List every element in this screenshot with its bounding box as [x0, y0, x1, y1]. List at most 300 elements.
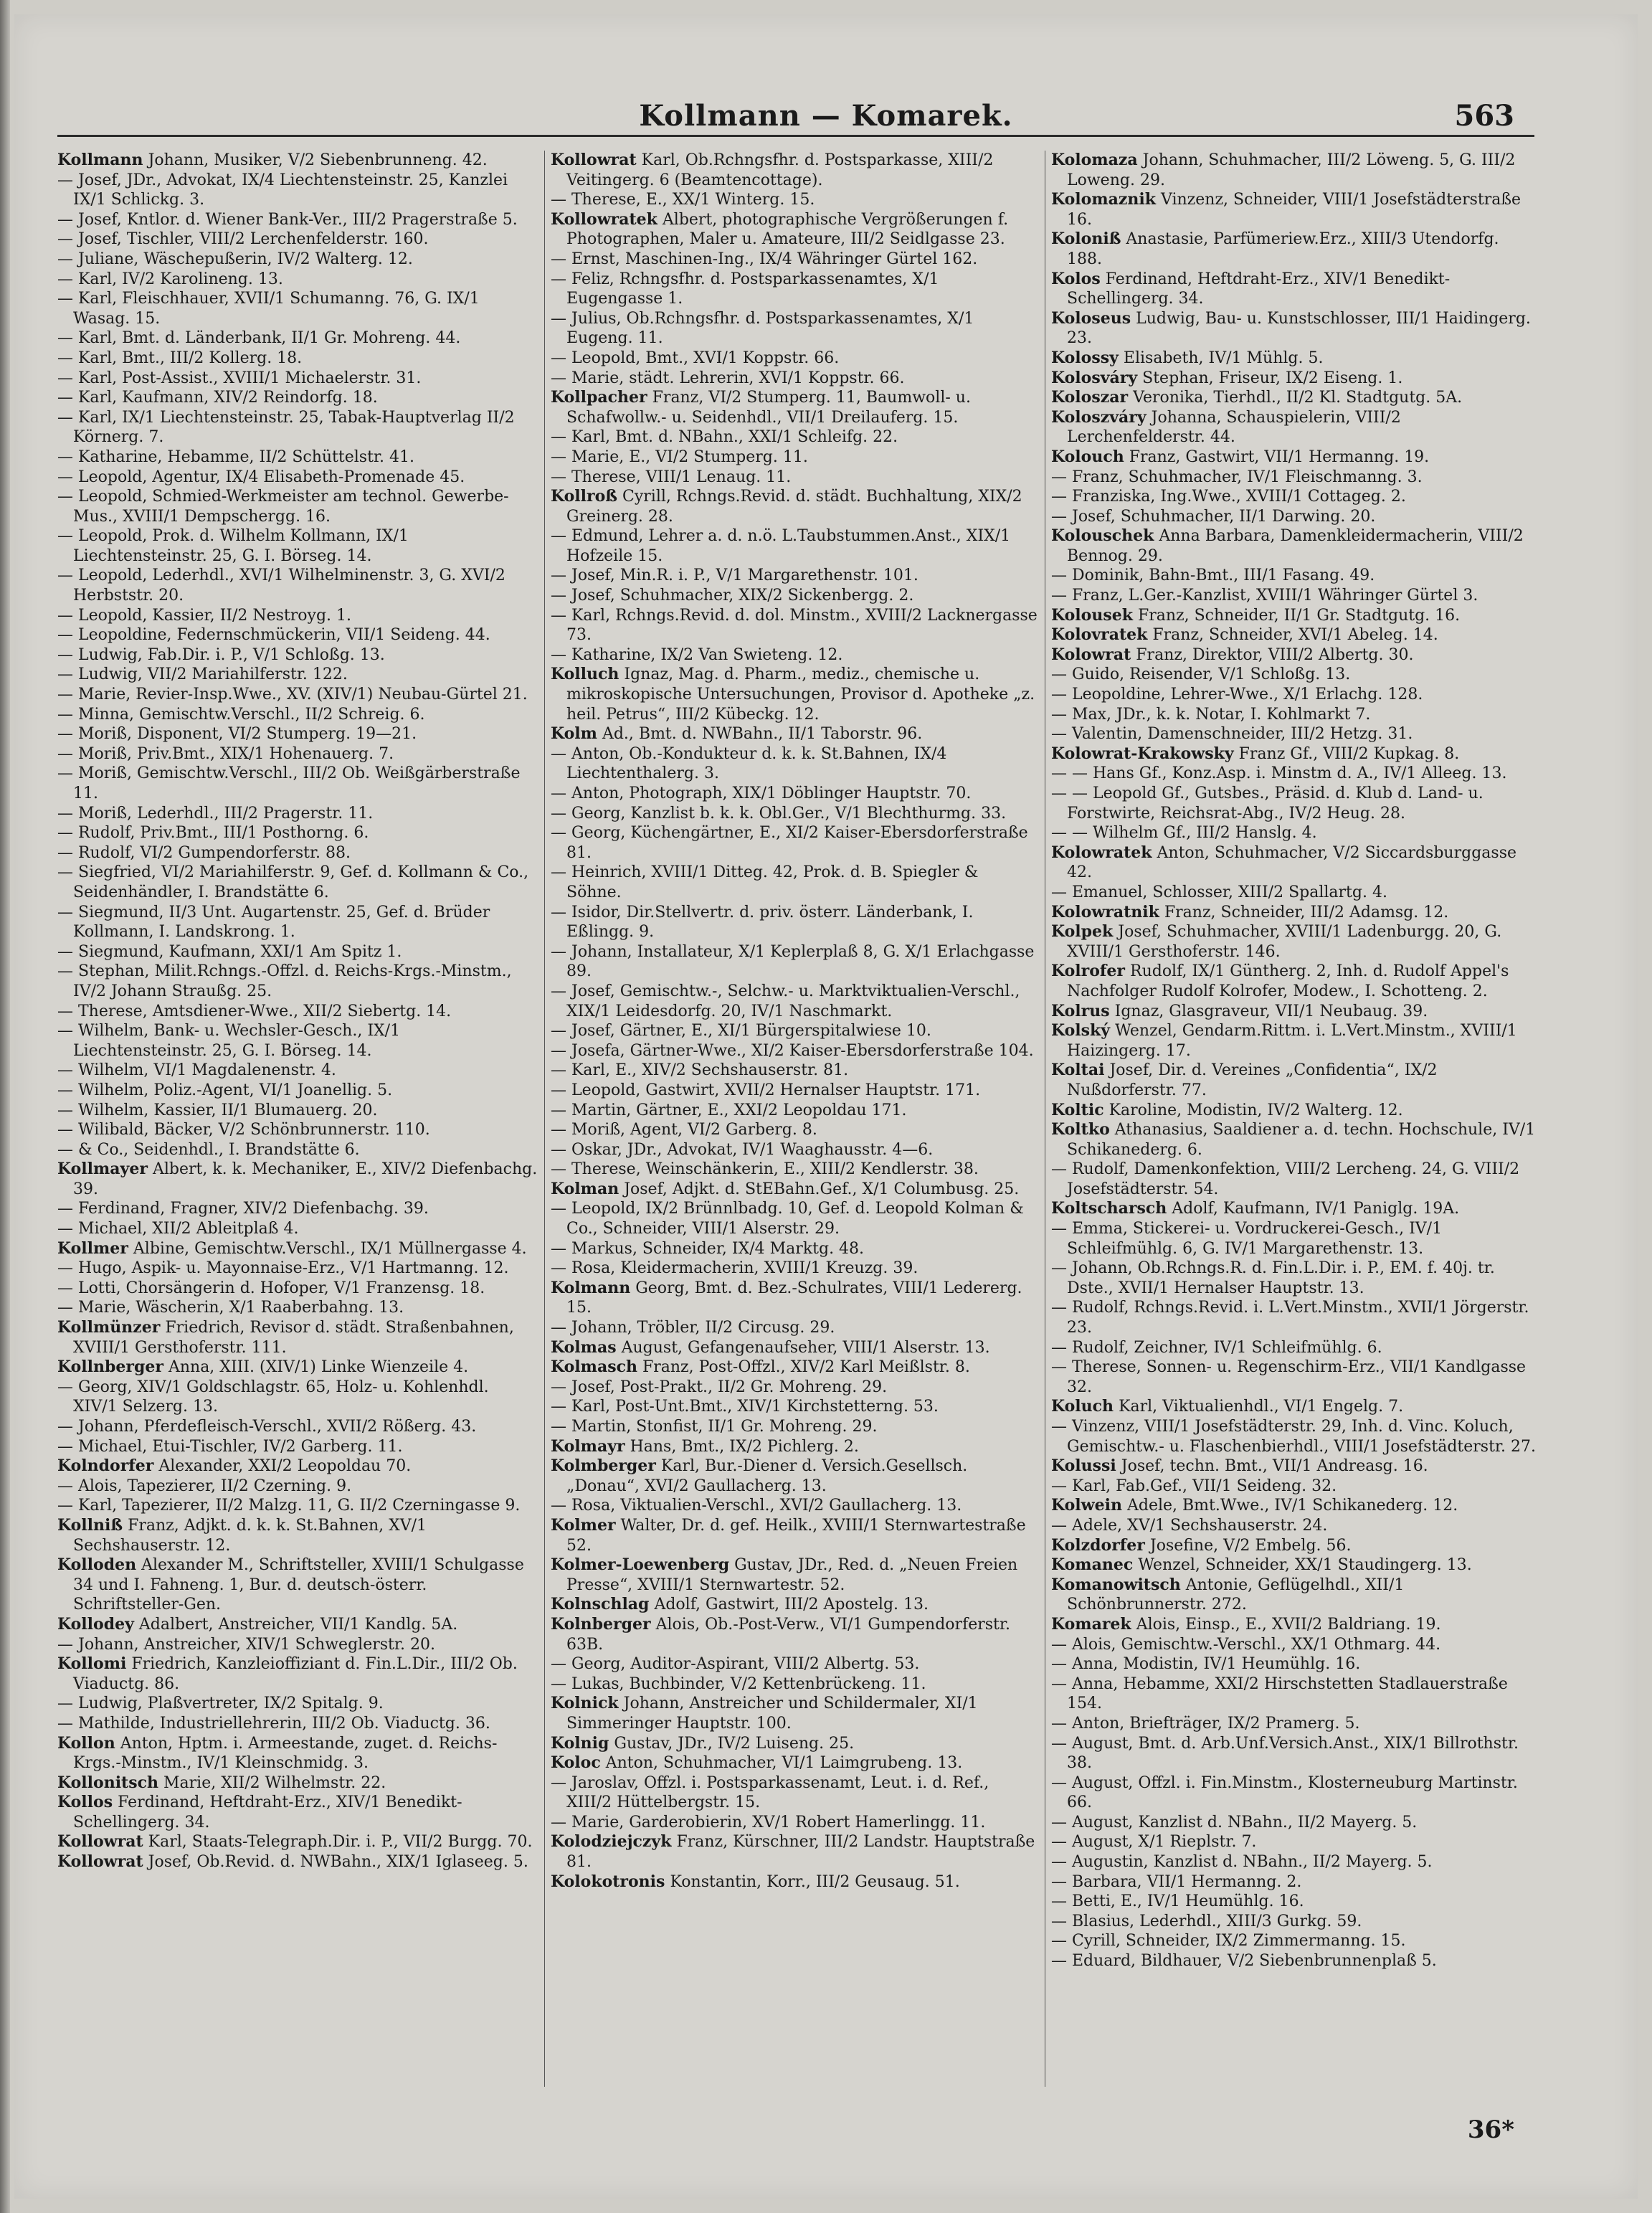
entry-text: Franz, Schneider, II/1 Gr. Stadtgutg. 16.	[1137, 606, 1461, 625]
directory-entry	[57, 487, 538, 526]
entry-text: — Marie, Revier-Insp.Wwe., XV. (XIV/1) Neubau-Gürtel 21.	[57, 686, 528, 704]
entry-surname: Kolzdorfer	[1051, 1535, 1145, 1555]
directory-entry	[1051, 388, 1537, 408]
entry-text: — Guido, Reisender, V/1 Schloßg. 13.	[1051, 665, 1351, 684]
directory-entry	[1051, 1654, 1537, 1674]
entry-text: — Josefa, Gärtner-Wwe., XI/2 Kaiser-Ebersdorferstraße 104.	[551, 1041, 1034, 1060]
directory-entry	[1051, 1852, 1537, 1872]
entry-surname: Kolowrat-Krakowsky	[1051, 744, 1234, 763]
entry-text: — Rudolf, Zeichner, IV/1 Schleifmühlg. 6.	[1051, 1338, 1382, 1357]
directory-entry	[1051, 507, 1537, 527]
entry-text: Wenzel, Gendarm.Rittm. i. L.Vert.Minstm., XVIII/1 Haizingerg. 17.	[1067, 1022, 1517, 1060]
entry-surname: Koloszar	[1051, 388, 1129, 407]
entry-text: — Vinzenz, VIII/1 Josefstädterstr. 29, Inh. d. Vinc. Koluch, Gemischtw.- u. Flaschenbierhdl., VIII/1 Josefstädterstr. 27.	[1051, 1418, 1537, 1456]
directory-entry	[551, 1437, 1038, 1457]
entry-text: — Julius, Ob.Rchngsfhr. d. Postsparkassenamtes, X/1 Eugeng. 11.	[551, 309, 974, 348]
entry-text: — Georg, Küchengärtner, E., XI/2 Kaiser-Ebersdorferstraße 81.	[551, 824, 1028, 862]
entry-text: — Leopoldine, Federnschmückerin, VII/1 Seideng. 44.	[57, 626, 490, 645]
directory-entry	[1051, 1912, 1537, 1932]
entry-text: — Karl, Fab.Gef., VII/1 Seideng. 32.	[1051, 1477, 1337, 1495]
directory-entry	[551, 1338, 1038, 1358]
directory-entry	[1051, 883, 1537, 903]
entry-text: Rudolf, IX/1 Güntherg. 2, Inh. d. Rudolf Appel's Nachfolger Rudolf Kolrofer, Modew., I. Schotteng. 2.	[1067, 962, 1509, 1000]
directory-entry	[551, 1615, 1038, 1654]
entry-surname: Komarek	[1051, 1614, 1131, 1634]
entry-text: — Ludwig, Fab.Dir. i. P., V/1 Schloßg. 13.	[57, 645, 385, 664]
directory-entry	[551, 645, 1038, 665]
directory-entry	[57, 1219, 538, 1239]
entry-text: Antonie, Geflügelhdl., XII/1 Schönbrunnerstr. 272.	[1067, 1575, 1405, 1614]
entry-surname: Kollpacher	[551, 388, 647, 407]
entry-text: Vinzenz, Schneider, VIII/1 Josefstädterstraße 16.	[1067, 191, 1522, 229]
entry-text: — Lotti, Chorsängerin d. Hofoper, V/1 Franzensg. 18.	[57, 1279, 485, 1297]
directory-entry	[57, 685, 538, 705]
directory-entry	[57, 903, 538, 942]
entry-text: — Leopold, Lederhdl., XVI/1 Wilhelminenstr. 3, G. XVI/2 Herbststr. 20.	[57, 567, 505, 605]
entry-text: — Josef, Kntlor. d. Wiener Bank-Ver., III/2 Pragerstraße 5.	[57, 210, 518, 229]
entry-surname: Kolomaza	[1051, 151, 1138, 169]
entry-surname: Kollmann	[57, 151, 143, 169]
directory-entry	[1051, 1199, 1537, 1219]
directory-entry	[551, 151, 1038, 190]
directory-entry	[551, 1318, 1038, 1338]
entry-surname: Kolouch	[1051, 447, 1124, 466]
entry-surname: Kolmberger	[551, 1456, 656, 1476]
directory-entry	[551, 942, 1038, 982]
directory-entry	[1051, 1635, 1537, 1655]
directory-entry	[551, 1041, 1038, 1061]
directory-entry	[551, 1239, 1038, 1259]
entry-text: Friedrich, Kanzleioffiziant d. Fin.L.Dir., III/2 Ob. Viaductg. 86.	[73, 1655, 518, 1693]
entry-text: Alois, Einsp., E., XVII/2 Baldriang. 19.	[1136, 1615, 1441, 1634]
directory-entry	[551, 250, 1038, 270]
entry-surname: Koltko	[1051, 1120, 1110, 1139]
directory-entry	[57, 1298, 538, 1318]
column-3	[1051, 151, 1537, 2087]
entry-text: Alois, Ob.-Post-Verw., VI/1 Gumpendorferstr. 63B.	[566, 1615, 1010, 1654]
directory-entry	[551, 1456, 1038, 1496]
entry-text: — Karl, Bmt. d. Länderbank, II/1 Gr. Mohreng. 44.	[57, 329, 461, 348]
entry-text: Franz, Schneider, XVI/1 Abeleg. 14.	[1152, 626, 1438, 645]
entry-text: — Ludwig, VII/2 Mariahilferstr. 122.	[57, 665, 348, 684]
entry-surname: Kolovratek	[1051, 625, 1148, 645]
entry-text: Konstantin, Korr., III/2 Geusaug. 51.	[670, 1872, 960, 1891]
directory-entry	[1051, 1951, 1537, 1971]
entry-text: — Moriß, Agent, VI/2 Garberg. 8.	[551, 1121, 817, 1139]
entry-text: — Stephan, Milit.Rchngs.-Offzl. d. Reichs-Krgs.-Minstm., IV/2 Johann Straußg. 25.	[57, 962, 512, 1000]
entry-text: — Leopold, Agentur, IX/4 Elisabeth-Promenade 45.	[57, 468, 465, 486]
directory-entry	[551, 1595, 1038, 1615]
entry-text: — Katharine, IX/2 Van Swieteng. 12.	[551, 645, 843, 664]
directory-entry	[551, 1753, 1038, 1773]
directory-entry	[57, 1773, 538, 1793]
directory-entry	[1051, 586, 1537, 606]
entry-text: — Martin, Stonfist, II/1 Gr. Mohreng. 29.	[551, 1418, 878, 1436]
entry-text: Adolf, Kaufmann, IV/1 Paniglg. 19A.	[1172, 1200, 1460, 1218]
directory-entry	[57, 1357, 538, 1378]
entry-text: — Moriß, Gemischtw.Verschl., III/2 Ob. Weißgärberstraße 11.	[57, 764, 521, 802]
directory-entry	[1051, 1002, 1537, 1022]
directory-entry	[551, 1496, 1038, 1516]
directory-entry	[1051, 1575, 1537, 1615]
entry-text: — Josef, Schuhmacher, II/1 Darwing. 20.	[1051, 507, 1376, 526]
directory-entry	[1051, 1931, 1537, 1951]
directory-entry	[1051, 1773, 1537, 1813]
directory-entry	[551, 1160, 1038, 1180]
directory-entry	[57, 270, 538, 290]
directory-entry	[57, 1615, 538, 1635]
entry-text: — Karl, IV/2 Karolineng. 13.	[57, 270, 283, 288]
directory-entry	[57, 1417, 538, 1437]
directory-entry	[1051, 1536, 1537, 1556]
directory-entry	[1051, 1477, 1537, 1497]
entry-text: — Marie, E., VI/2 Stumperg. 11.	[551, 447, 808, 466]
page-edge	[0, 0, 10, 2213]
entry-surname: Kolndorfer	[57, 1456, 154, 1476]
entry-text: Gustav, JDr., Red. d. „Neuen Freien Presse“, XVIII/1 Sternwartestr. 52.	[566, 1556, 1018, 1594]
entry-text: — Karl, E., XIV/2 Sechshauserstr. 81.	[551, 1061, 849, 1080]
entry-surname: Kolský	[1051, 1021, 1111, 1041]
directory-entry	[57, 1101, 538, 1121]
entry-text: — Wilhelm, Kassier, II/1 Blumauerg. 20.	[57, 1101, 378, 1119]
directory-entry	[1051, 1298, 1537, 1337]
directory-entry	[1051, 190, 1537, 229]
entry-text: — Josef, Post-Prakt., II/2 Gr. Mohreng. 29.	[551, 1378, 888, 1396]
directory-entry	[551, 1832, 1038, 1872]
directory-entry	[1051, 784, 1537, 823]
entry-text: — August, Bmt. d. Arb.Unf.Versich.Anst., XIX/1 Billrothstr. 38.	[1051, 1734, 1519, 1773]
directory-entry	[57, 1852, 538, 1872]
directory-entry	[57, 863, 538, 902]
entry-text: — Lukas, Buchbinder, V/2 Kettenbrückeng. 11.	[551, 1674, 926, 1693]
directory-entry	[57, 1081, 538, 1101]
directory-entry	[57, 1635, 538, 1655]
directory-entry	[1051, 922, 1537, 962]
directory-entry	[551, 1279, 1038, 1318]
column-1	[57, 151, 538, 2087]
entry-text: Franz, Schneider, III/2 Adamsg. 12.	[1164, 903, 1449, 921]
entry-text: — Blasius, Lederhdl., XIII/3 Gurkg. 59.	[1051, 1912, 1362, 1930]
entry-text: — Leopoldine, Lehrer-Wwe., X/1 Erlachg. 128.	[1051, 686, 1423, 704]
directory-entry	[551, 1081, 1038, 1101]
entry-text: — Alois, Gemischtw.-Verschl., XX/1 Othmarg. 44.	[1051, 1635, 1441, 1654]
entry-text: — Marie, Wäscherin, X/1 Raaberbahng. 13.	[57, 1299, 404, 1317]
directory-page	[14, 14, 1638, 2199]
entry-text: Johanna, Schauspielerin, VIII/2 Lerchenfelderstr. 44.	[1067, 408, 1401, 447]
entry-text: — Emma, Stickerei- u. Vordruckerei-Gesch., IV/1 Schleifmühlg. 6, G. IV/1 Margarethenstr. 13.	[1051, 1220, 1443, 1258]
directory-entry	[57, 1555, 538, 1615]
entry-text: — August, X/1 Rieplstr. 7.	[1051, 1833, 1257, 1852]
column-divider	[544, 151, 545, 2087]
directory-entry	[551, 744, 1038, 784]
directory-entry	[1051, 665, 1537, 685]
directory-entry	[57, 1832, 538, 1852]
entry-surname: Kolosváry	[1051, 368, 1138, 387]
entry-surname: Koloc	[551, 1753, 601, 1773]
entry-text: Franz, Gastwirt, VII/1 Hermanng. 19.	[1129, 447, 1430, 466]
directory-entry	[551, 1021, 1038, 1041]
entry-text: Karl, Ob.Rchngsfhr. d. Postsparkasse, XIII/2 Veitingerg. 6 (Beamtencottage).	[566, 151, 994, 189]
entry-text: — Feliz, Rchngsfhr. d. Postsparkassenamtes, X/1 Eugengasse 1.	[551, 270, 939, 308]
directory-entry	[57, 1477, 538, 1497]
directory-entry	[57, 1120, 538, 1140]
directory-entry	[551, 1694, 1038, 1733]
directory-entry	[57, 1021, 538, 1061]
directory-entry	[1051, 1259, 1537, 1298]
directory-entry	[57, 388, 538, 408]
directory-entry	[57, 1279, 538, 1299]
directory-entry	[1051, 1615, 1537, 1635]
entry-text: — Karl, Bmt. d. NBahn., XXI/1 Schleifg. 22.	[551, 428, 898, 447]
directory-entry	[1051, 349, 1537, 369]
entry-text: — Betti, E., IV/1 Heumühlg. 16.	[1051, 1892, 1304, 1911]
entry-text: — Siegfried, VI/2 Mariahilferstr. 9, Gef. d. Kollmann & Co., Seidenhändler, I. Brandstätte 6.	[57, 863, 529, 901]
directory-entry	[57, 151, 538, 171]
entry-text: Ad., Bmt. d. NWBahn., II/1 Taborstr. 96.	[602, 725, 923, 744]
directory-entry	[57, 1160, 538, 1199]
entry-text: Josef, Adjkt. d. StEBahn.Gef., X/1 Columbusg. 25.	[624, 1180, 1020, 1198]
entry-text: — Cyrill, Schneider, IX/2 Zimmermanng. 15.	[1051, 1932, 1406, 1951]
directory-entry	[57, 1318, 538, 1357]
entry-text: — Leopold, Gastwirt, XVII/2 Hernalser Hauptstr. 171.	[551, 1081, 981, 1099]
entry-surname: Kolnick	[551, 1694, 619, 1713]
entry-text: Ferdinand, Heftdraht-Erz., XIV/1 Benedikt-Schellingerg. 34.	[1067, 270, 1451, 308]
directory-entry	[1051, 823, 1537, 843]
entry-text: — Katharine, Hebamme, II/2 Schüttelstr. 41.	[57, 447, 414, 466]
entry-text: Josef, Schuhmacher, XVIII/1 Ladenburgg. 20, G. XVIII/1 Gersthoferstr. 146.	[1067, 923, 1502, 961]
entry-text: — Leopold, Prok. d. Wilhelm Kollmann, IX/1 Liechtensteinstr. 25, G. I. Börseg. 14.	[57, 527, 409, 565]
entry-text: — Moriß, Disponent, VI/2 Stumperg. 19—21.	[57, 725, 417, 744]
entry-text: — Karl, Post-Assist., XVIII/1 Michaelerstr. 31.	[57, 369, 422, 387]
entry-text: — Josef, Min.R. i. P., V/1 Margarethenstr. 101.	[551, 567, 918, 585]
page-number: 563	[1454, 99, 1514, 133]
entry-text: Ignaz, Mag. d. Pharm., mediz., chemische u. mikroskopische Untersuchungen, Provisor d. Apotheke „z. heil. Petrus“, III/2 Kübeckg. 12.	[566, 665, 1035, 724]
entry-text: Johann, Schuhmacher, III/2 Löweng. 5, G. III/2 Loweng. 29.	[1067, 151, 1516, 189]
directory-entry	[1051, 408, 1537, 447]
entry-surname: Kollmayer	[57, 1160, 148, 1179]
entry-text: — — Wilhelm Gf., III/2 Hanslg. 4.	[1051, 824, 1317, 843]
directory-entry	[57, 1793, 538, 1832]
directory-entry	[57, 962, 538, 1001]
directory-entry	[551, 586, 1038, 606]
entry-surname: Kolodziejczyk	[551, 1832, 672, 1852]
entry-surname: Kolrofer	[1051, 962, 1125, 981]
entry-text: — Georg, Kanzlist b. k. k. Obl.Ger., V/1 Blechthurmg. 33.	[551, 804, 1007, 823]
entry-surname: Kolnschlag	[551, 1595, 650, 1614]
directory-entry	[1051, 744, 1537, 764]
entry-text: Franz, Post-Offzl., XIV/2 Karl Meißlstr. 8.	[642, 1358, 970, 1377]
directory-entry	[551, 468, 1038, 488]
entry-text: — Anton, Briefträger, IX/2 Pramerg. 5.	[1051, 1714, 1360, 1733]
directory-entry	[1051, 962, 1537, 1001]
directory-entry	[551, 1654, 1038, 1674]
directory-entry	[551, 724, 1038, 744]
directory-entry	[551, 606, 1038, 645]
entry-text: Alexander M., Schriftsteller, XVIII/1 Schulgasse 34 und I. Fahneng. 1, Bur. d. deutsch-österr. Schriftsteller-Gen.	[73, 1556, 524, 1614]
entry-text: Johann, Musiker, V/2 Siebenbrunneng. 42.	[148, 151, 488, 169]
directory-entry	[551, 665, 1038, 724]
entry-text: Anton, Schuhmacher, V/2 Siccardsburggasse 42.	[1067, 843, 1516, 882]
directory-entry	[1051, 468, 1537, 488]
entry-text: — Franziska, Ing.Wwe., XVIII/1 Cottageg. 2.	[1051, 488, 1406, 506]
directory-entry	[57, 1496, 538, 1516]
entry-text: Adolf, Gastwirt, III/2 Apostelg. 13.	[654, 1596, 929, 1614]
entry-surname: Kolmasch	[551, 1357, 637, 1377]
directory-entry	[1051, 1219, 1537, 1259]
entry-text: Veronika, Tierhdl., II/2 Kl. Stadtgutg. 5A.	[1133, 389, 1463, 407]
entry-surname: Kolowratnik	[1051, 902, 1159, 921]
entry-text: — Leopold, Kassier, II/2 Nestroyg. 1.	[57, 606, 352, 625]
entry-surname: Kolouschek	[1051, 526, 1154, 546]
directory-entry	[57, 823, 538, 843]
directory-entry	[1051, 229, 1537, 269]
entry-text: Anton, Schuhmacher, VI/1 Laimgrubeng. 13.	[605, 1754, 963, 1773]
directory-entry	[1051, 309, 1537, 349]
entry-text: — Siegmund, Kaufmann, XXI/1 Am Spitz 1.	[57, 942, 402, 961]
directory-entry	[57, 1456, 538, 1477]
entry-text: Adalbert, Anstreicher, VII/1 Kandlg. 5A.	[138, 1615, 458, 1634]
entry-surname: Kollos	[57, 1793, 113, 1812]
entry-text: Albine, Gemischtw.Verschl., IX/1 Müllnergasse 4.	[133, 1239, 527, 1258]
directory-entry	[551, 982, 1038, 1021]
entry-text: — Leopold, Schmied-Werkmeister am technol. Gewerbe-Mus., XVIII/1 Dempschergg. 16.	[57, 488, 509, 526]
entry-text: Karl, Bur.-Diener d. Versich.Gesellsch. „Donau“, XVI/2 Gaullacherg. 13.	[566, 1457, 968, 1495]
entry-text: — Therese, E., XX/1 Winterg. 15.	[551, 191, 815, 209]
directory-entry	[57, 1516, 538, 1555]
entry-text: Franz, VI/2 Stumperg. 11, Baumwoll- u. Schafwollw.- u. Seidenhdl., VII/1 Dreilauferg. 15.	[566, 389, 971, 427]
directory-entry	[57, 843, 538, 863]
directory-entry	[1051, 1714, 1537, 1734]
directory-entry	[57, 645, 538, 665]
entry-text: — Josef, Tischler, VIII/2 Lerchenfelderstr. 160.	[57, 230, 429, 249]
entry-text: — August, Offzl. i. Fin.Minstm., Klosterneuburg Martinstr. 66.	[1051, 1773, 1518, 1812]
entry-surname: Kolrus	[1051, 1001, 1110, 1020]
entry-text: — Therese, Weinschänkerin, E., XIII/2 Kendlerstr. 38.	[551, 1160, 979, 1179]
directory-entry	[551, 566, 1038, 586]
entry-text: — Josef, Schuhmacher, XIX/2 Sickenbergg. 2.	[551, 587, 914, 605]
directory-entry	[1051, 764, 1537, 784]
directory-entry	[57, 804, 538, 824]
directory-entry	[57, 566, 538, 605]
entry-surname: Kolmer-Loewenberg	[551, 1555, 730, 1575]
entry-text: — & Co., Seidenhdl., I. Brandstätte 6.	[57, 1140, 360, 1159]
entry-text: — Valentin, Damenschneider, III/2 Hetzg. 31.	[1051, 725, 1413, 744]
entry-text: — Moriß, Priv.Bmt., XIX/1 Hohenauerg. 7.	[57, 744, 394, 763]
entry-surname: Kolokotronis	[551, 1872, 665, 1891]
entry-surname: Kollniß	[57, 1515, 123, 1535]
entry-text: — Martin, Gärtner, E., XXI/2 Leopoldau 171.	[551, 1101, 907, 1119]
entry-text: — Therese, Sonnen- u. Regenschirm-Erz., VII/1 Kandlgasse 32.	[1051, 1358, 1527, 1396]
entry-text: — Markus, Schneider, IX/4 Marktg. 48.	[551, 1239, 865, 1258]
directory-entry	[551, 447, 1038, 468]
directory-entry	[1051, 903, 1537, 923]
entry-text: Marie, XII/2 Wilhelmstr. 22.	[163, 1773, 386, 1792]
entry-text: — August, Kanzlist d. NBahn., II/2 Mayerg. 5.	[1051, 1813, 1418, 1831]
entry-text: — Marie, Garderobierin, XV/1 Robert Hamerlingg. 11.	[551, 1813, 986, 1831]
directory-entry	[57, 724, 538, 744]
directory-entry	[1051, 1021, 1537, 1061]
entry-text: — Heinrich, XVIII/1 Ditteg. 42, Prok. d. B. Spiegler & Söhne.	[551, 863, 979, 901]
entry-text: Franz, Direktor, VIII/2 Albertg. 30.	[1136, 645, 1414, 664]
directory-entry	[57, 289, 538, 328]
entry-surname: Kollnberger	[57, 1357, 163, 1377]
entry-text: — Wilhelm, VI/1 Magdalenenstr. 4.	[57, 1061, 336, 1080]
directory-entry	[57, 606, 538, 626]
directory-entry	[551, 804, 1038, 824]
entry-text: — Jaroslav, Offzl. i. Postsparkassenamt, Leut. i. d. Ref., XIII/2 Hüttelbergstr. 15.	[551, 1773, 989, 1812]
directory-entry	[57, 210, 538, 230]
entry-text: Albert, k. k. Mechaniker, E., XIV/2 Diefenbachg. 39.	[73, 1160, 538, 1198]
directory-entry	[551, 270, 1038, 309]
entry-surname: Kolnig	[551, 1733, 609, 1753]
directory-entry	[57, 369, 538, 389]
directory-entry	[1051, 1892, 1537, 1912]
entry-text: — Hugo, Aspik- u. Mayonnaise-Erz., V/1 Hartmanng. 12.	[57, 1259, 509, 1278]
directory-entry	[551, 1357, 1038, 1378]
entry-surname: Kollmer	[57, 1238, 128, 1258]
directory-entry	[551, 427, 1038, 447]
entry-text: Hans, Bmt., IX/2 Pichlerg. 2.	[630, 1437, 859, 1456]
entry-surname: Kolossy	[1051, 348, 1119, 367]
directory-entry	[1051, 705, 1537, 725]
entry-text: — Karl, Fleischhauer, XVII/1 Schumanng. 76, G. IX/1 Wasag. 15.	[57, 290, 480, 328]
entry-surname: Kollon	[57, 1733, 115, 1753]
entry-text: Johann, Anstreicher und Schildermaler, XI/1 Simmeringer Hauptstr. 100.	[566, 1695, 978, 1733]
directory-entry	[551, 1516, 1038, 1555]
directory-entry	[57, 1654, 538, 1694]
directory-entry	[57, 1002, 538, 1022]
entry-surname: Kolussi	[1051, 1456, 1116, 1476]
directory-entry	[551, 309, 1038, 349]
directory-entry	[57, 229, 538, 250]
directory-entry	[57, 1199, 538, 1219]
entry-text: Albert, photographische Vergrößerungen f. Photographen, Maler u. Amateure, III/2 Seidlgasse 23.	[566, 210, 1009, 249]
directory-entry	[1051, 1555, 1537, 1575]
entry-text: Stephan, Friseur, IX/2 Eiseng. 1.	[1142, 369, 1403, 387]
directory-entry	[551, 349, 1038, 369]
directory-entry	[551, 1120, 1038, 1140]
entry-text: — Ludwig, Plaßvertreter, IX/2 Spitalg. 9.	[57, 1695, 384, 1713]
entry-text: — Karl, Bmt., III/2 Kollerg. 18.	[57, 349, 303, 367]
entry-text: — Anna, Modistin, IV/1 Heumühlg. 16.	[1051, 1655, 1361, 1674]
header-rule	[57, 135, 1534, 137]
entry-text: — Karl, IX/1 Liechtensteinstr. 25, Tabak-Hauptverlag II/2 Körnerg. 7.	[57, 408, 515, 447]
directory-entry	[1051, 1397, 1537, 1417]
directory-entry	[1051, 1496, 1537, 1516]
directory-entry	[1051, 606, 1537, 626]
directory-entry	[551, 1101, 1038, 1121]
directory-entry	[57, 744, 538, 764]
directory-entry	[57, 447, 538, 468]
entry-surname: Komanowitsch	[1051, 1575, 1181, 1594]
entry-text: — Siegmund, II/3 Unt. Augartenstr. 25, Gef. d. Brüder Kollmann, I. Landskrong. 1.	[57, 903, 490, 942]
directory-entry	[551, 1397, 1038, 1417]
directory-entry	[551, 863, 1038, 902]
entry-surname: Kolomaznik	[1051, 190, 1156, 209]
entry-surname: Kolousek	[1051, 605, 1133, 625]
directory-entry	[57, 625, 538, 645]
directory-entry	[551, 1061, 1038, 1081]
column-2	[551, 151, 1038, 2087]
directory-entry	[1051, 1101, 1537, 1121]
entry-text: — Barbara, VII/1 Hermanng. 2.	[1051, 1872, 1302, 1891]
entry-surname: Kollowratek	[551, 209, 658, 229]
directory-entry	[57, 468, 538, 488]
directory-entry	[1051, 1674, 1537, 1714]
directory-entry	[551, 1199, 1038, 1238]
directory-entry	[57, 1140, 538, 1160]
entry-text: — Karl, Tapezierer, II/2 Malzg. 11, G. II/2 Czerningasse 9.	[57, 1497, 521, 1515]
